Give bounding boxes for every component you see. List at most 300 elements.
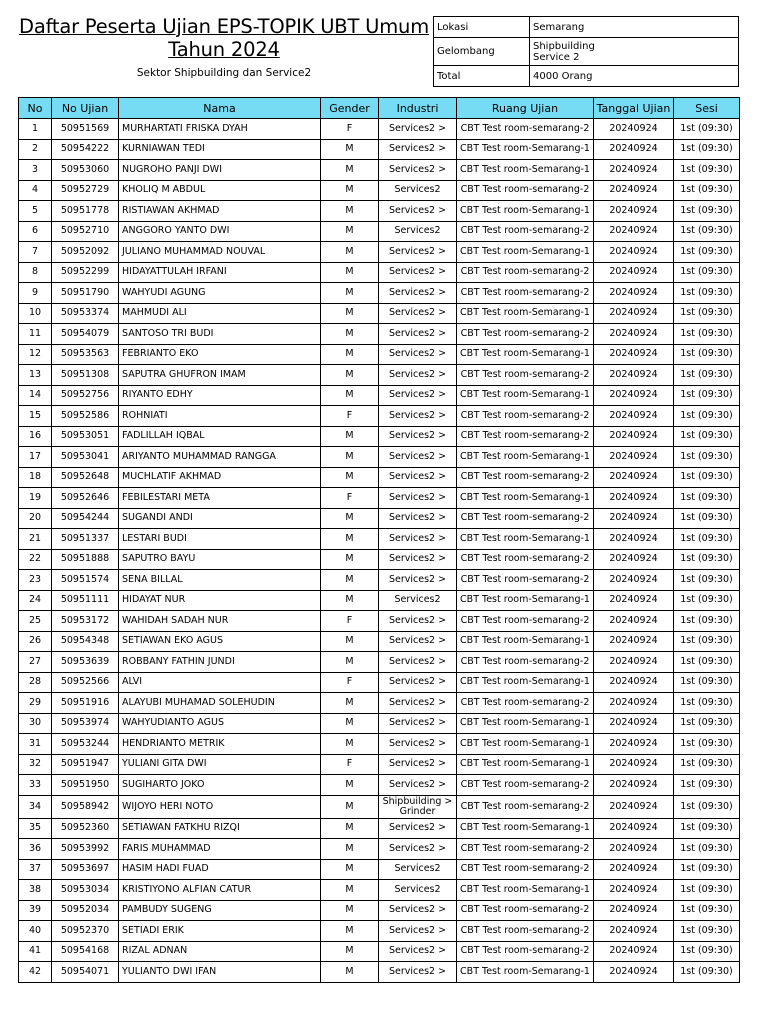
gender-cell: M [321, 549, 379, 570]
gender-cell: M [321, 324, 379, 345]
row-number-cell: 1 [19, 119, 52, 140]
gender-cell: M [321, 590, 379, 611]
session-cell: 1st (09:30) [674, 324, 740, 345]
gender-cell: M [321, 652, 379, 673]
exam-date-cell: 20240924 [594, 713, 674, 734]
exam-room-cell: CBT Test room-Semarang-1 [457, 303, 594, 324]
session-cell: 1st (09:30) [674, 139, 740, 160]
gender-cell: M [321, 921, 379, 942]
table-row [19, 672, 740, 693]
table-row [19, 242, 740, 263]
row-number-cell: 23 [19, 570, 52, 591]
exam-room-cell: CBT Test room-Semarang-1 [457, 818, 594, 839]
session-cell: 1st (09:30) [674, 570, 740, 591]
exam-number-cell: 50953697 [52, 859, 119, 880]
row-number-cell: 10 [19, 303, 52, 324]
exam-room-cell: CBT Test room-semarang-2 [457, 570, 594, 591]
table-row [19, 859, 740, 880]
participant-name-cell: KRISTIYONO ALFIAN CATUR [119, 880, 321, 901]
industry-cell: Services2 > [379, 160, 457, 181]
session-cell: 1st (09:30) [674, 818, 740, 839]
exam-number-cell: 50952729 [52, 180, 119, 201]
gender-cell: M [321, 467, 379, 488]
participant-name-cell: RIYANTO EDHY [119, 385, 321, 406]
industry-cell: Services2 > [379, 139, 457, 160]
gender-cell: F [321, 488, 379, 509]
table-row [19, 693, 740, 714]
info-row [434, 66, 739, 87]
row-number-cell: 42 [19, 962, 52, 983]
title-block [18, 15, 430, 79]
industry-cell: Services2 > [379, 570, 457, 591]
exam-number-cell: 50951569 [52, 119, 119, 140]
exam-number-cell: 50951574 [52, 570, 119, 591]
industry-cell: Services2 [379, 880, 457, 901]
gender-cell: M [321, 839, 379, 860]
gender-cell: M [321, 426, 379, 447]
table-row [19, 529, 740, 550]
session-cell: 1st (09:30) [674, 962, 740, 983]
gender-cell: M [321, 262, 379, 283]
participant-name-cell: ANGGORO YANTO DWI [119, 221, 321, 242]
participant-name-cell: WAHYUDIANTO AGUS [119, 713, 321, 734]
table-row [19, 303, 740, 324]
participant-name-cell: SANTOSO TRI BUDI [119, 324, 321, 345]
exam-number-cell: 50951337 [52, 529, 119, 550]
industry-cell: Services2 > [379, 652, 457, 673]
col-gender-header: Gender [321, 98, 379, 119]
table-row [19, 262, 740, 283]
session-cell: 1st (09:30) [674, 941, 740, 962]
session-cell: 1st (09:30) [674, 611, 740, 632]
gender-cell: M [321, 180, 379, 201]
col-industri-header: Industri [379, 98, 457, 119]
row-number-cell: 4 [19, 180, 52, 201]
document-subtitle: Sektor Shipbuilding dan Service2 [136, 67, 312, 79]
session-cell: 1st (09:30) [674, 880, 740, 901]
industry-cell: Services2 > [379, 508, 457, 529]
info-value: 4000 Orang [530, 66, 739, 87]
session-cell: 1st (09:30) [674, 900, 740, 921]
row-number-cell: 38 [19, 880, 52, 901]
exam-date-cell: 20240924 [594, 467, 674, 488]
session-cell: 1st (09:30) [674, 303, 740, 324]
exam-room-cell: CBT Test room-Semarang-1 [457, 590, 594, 611]
industry-cell: Services2 > [379, 447, 457, 468]
col-no-ujian-header: No Ujian [52, 98, 119, 119]
participant-name-cell: SETIAWAN EKO AGUS [119, 631, 321, 652]
info-table [433, 16, 739, 87]
exam-room-cell: CBT Test room-Semarang-1 [457, 488, 594, 509]
participant-name-cell: JULIANO MUHAMMAD NOUVAL [119, 242, 321, 263]
gender-cell: F [321, 754, 379, 775]
exam-date-cell: 20240924 [594, 180, 674, 201]
gender-cell: M [321, 900, 379, 921]
participant-name-cell: FEBILESTARI META [119, 488, 321, 509]
industry-cell: Services2 > [379, 467, 457, 488]
industry-cell: Services2 > [379, 529, 457, 550]
participant-name-cell: YULIANTO DWI IFAN [119, 962, 321, 983]
gender-cell: M [321, 283, 379, 304]
row-number-cell: 33 [19, 775, 52, 796]
exam-date-cell: 20240924 [594, 119, 674, 140]
exam-date-cell: 20240924 [594, 754, 674, 775]
gender-cell: F [321, 672, 379, 693]
exam-date-cell: 20240924 [594, 303, 674, 324]
session-cell: 1st (09:30) [674, 406, 740, 427]
table-row [19, 508, 740, 529]
exam-room-cell: CBT Test room-Semarang-1 [457, 385, 594, 406]
row-number-cell: 3 [19, 160, 52, 181]
exam-date-cell: 20240924 [594, 344, 674, 365]
participant-name-cell: WAHYUDI AGUNG [119, 283, 321, 304]
exam-number-cell: 50953051 [52, 426, 119, 447]
exam-number-cell: 50954222 [52, 139, 119, 160]
session-cell: 1st (09:30) [674, 754, 740, 775]
industry-cell: Services2 > [379, 344, 457, 365]
exam-number-cell: 50958942 [52, 795, 119, 818]
exam-date-cell: 20240924 [594, 426, 674, 447]
participant-name-cell: SAPUTRA GHUFRON IMAM [119, 365, 321, 386]
session-cell: 1st (09:30) [674, 365, 740, 386]
exam-number-cell: 50953563 [52, 344, 119, 365]
gender-cell: M [321, 221, 379, 242]
row-number-cell: 11 [19, 324, 52, 345]
row-number-cell: 12 [19, 344, 52, 365]
industry-cell: Services2 > [379, 365, 457, 386]
exam-room-cell: CBT Test room-semarang-2 [457, 549, 594, 570]
exam-date-cell: 20240924 [594, 652, 674, 673]
exam-date-cell: 20240924 [594, 962, 674, 983]
session-cell: 1st (09:30) [674, 549, 740, 570]
participant-name-cell: HIDAYAT NUR [119, 590, 321, 611]
session-cell: 1st (09:30) [674, 221, 740, 242]
exam-date-cell: 20240924 [594, 859, 674, 880]
exam-room-cell: CBT Test room-semarang-2 [457, 508, 594, 529]
exam-room-cell: CBT Test room-semarang-2 [457, 775, 594, 796]
exam-date-cell: 20240924 [594, 734, 674, 755]
industry-cell: Services2 > [379, 693, 457, 714]
exam-date-cell: 20240924 [594, 775, 674, 796]
row-number-cell: 31 [19, 734, 52, 755]
exam-number-cell: 50952092 [52, 242, 119, 263]
participant-name-cell: HENDRIANTO METRIK [119, 734, 321, 755]
gender-cell: M [321, 508, 379, 529]
session-cell: 1st (09:30) [674, 201, 740, 222]
col-ruang-ujian-header: Ruang Ujian [457, 98, 594, 119]
title-line-1: Daftar Peserta Ujian EPS-TOPIK UBT Umum [19, 15, 429, 38]
exam-date-cell: 20240924 [594, 406, 674, 427]
participant-name-cell: SUGIHARTO JOKO [119, 775, 321, 796]
exam-number-cell: 50954168 [52, 941, 119, 962]
session-cell: 1st (09:30) [674, 529, 740, 550]
exam-room-cell: CBT Test room-Semarang-1 [457, 734, 594, 755]
industry-cell: Services2 > [379, 262, 457, 283]
session-cell: 1st (09:30) [674, 631, 740, 652]
row-number-cell: 14 [19, 385, 52, 406]
col-no-header: No [19, 98, 52, 119]
info-label: Gelombang [434, 38, 530, 66]
session-cell: 1st (09:30) [674, 242, 740, 263]
exam-number-cell: 50953172 [52, 611, 119, 632]
info-label: Lokasi [434, 17, 530, 38]
row-number-cell: 19 [19, 488, 52, 509]
info-value: Semarang [530, 17, 739, 38]
gender-cell: M [321, 795, 379, 818]
exam-room-cell: CBT Test room-semarang-2 [457, 283, 594, 304]
exam-room-cell: CBT Test room-semarang-2 [457, 180, 594, 201]
title-line-2: Tahun 2024 [168, 38, 280, 61]
session-cell: 1st (09:30) [674, 488, 740, 509]
session-cell: 1st (09:30) [674, 672, 740, 693]
table-row [19, 180, 740, 201]
participant-name-cell: MUCHLATIF AKHMAD [119, 467, 321, 488]
exam-date-cell: 20240924 [594, 900, 674, 921]
gender-cell: M [321, 880, 379, 901]
exam-date-cell: 20240924 [594, 262, 674, 283]
table-row [19, 818, 740, 839]
participant-name-cell: FADLILLAH IQBAL [119, 426, 321, 447]
exam-room-cell: CBT Test room-semarang-2 [457, 426, 594, 447]
row-number-cell: 7 [19, 242, 52, 263]
participant-name-cell: ROBBANY FATHIN JUNDI [119, 652, 321, 673]
exam-date-cell: 20240924 [594, 941, 674, 962]
row-number-cell: 32 [19, 754, 52, 775]
exam-room-cell: CBT Test room-semarang-2 [457, 119, 594, 140]
table-row [19, 775, 740, 796]
exam-number-cell: 50952370 [52, 921, 119, 942]
participant-name-cell: KURNIAWAN TEDI [119, 139, 321, 160]
row-number-cell: 6 [19, 221, 52, 242]
exam-number-cell: 50954348 [52, 631, 119, 652]
gender-cell: M [321, 734, 379, 755]
table-row [19, 139, 740, 160]
industry-cell: Services2 > [379, 962, 457, 983]
participant-name-cell: HASIM HADI FUAD [119, 859, 321, 880]
industry-cell: Services2 > [379, 611, 457, 632]
exam-room-cell: CBT Test room-semarang-2 [457, 652, 594, 673]
exam-date-cell: 20240924 [594, 529, 674, 550]
exam-date-cell: 20240924 [594, 818, 674, 839]
exam-room-cell: CBT Test room-Semarang-1 [457, 242, 594, 263]
exam-number-cell: 50952299 [52, 262, 119, 283]
exam-date-cell: 20240924 [594, 242, 674, 263]
exam-date-cell: 20240924 [594, 672, 674, 693]
gender-cell: M [321, 713, 379, 734]
exam-room-cell: CBT Test room-Semarang-1 [457, 139, 594, 160]
gender-cell: M [321, 447, 379, 468]
exam-room-cell: CBT Test room-semarang-2 [457, 324, 594, 345]
table-row [19, 385, 740, 406]
session-cell: 1st (09:30) [674, 775, 740, 796]
exam-number-cell: 50952756 [52, 385, 119, 406]
row-number-cell: 13 [19, 365, 52, 386]
participant-name-cell: LESTARI BUDI [119, 529, 321, 550]
row-number-cell: 39 [19, 900, 52, 921]
row-number-cell: 37 [19, 859, 52, 880]
industry-cell: Services2 > [379, 921, 457, 942]
table-header-row [19, 98, 740, 119]
gender-cell: M [321, 818, 379, 839]
session-cell: 1st (09:30) [674, 160, 740, 181]
participant-name-cell: FEBRIANTO EKO [119, 344, 321, 365]
gender-cell: F [321, 611, 379, 632]
exam-room-cell: CBT Test room-semarang-2 [457, 859, 594, 880]
session-cell: 1st (09:30) [674, 262, 740, 283]
participant-name-cell: WAHIDAH SADAH NUR [119, 611, 321, 632]
exam-number-cell: 50952710 [52, 221, 119, 242]
row-number-cell: 25 [19, 611, 52, 632]
row-number-cell: 34 [19, 795, 52, 818]
exam-room-cell: CBT Test room-semarang-2 [457, 611, 594, 632]
table-row [19, 406, 740, 427]
exam-room-cell: CBT Test room-Semarang-1 [457, 529, 594, 550]
exam-number-cell: 50951778 [52, 201, 119, 222]
exam-number-cell: 50953041 [52, 447, 119, 468]
participant-name-cell: FARIS MUHAMMAD [119, 839, 321, 860]
gender-cell: M [321, 303, 379, 324]
exam-room-cell: CBT Test room-semarang-2 [457, 900, 594, 921]
exam-date-cell: 20240924 [594, 201, 674, 222]
session-cell: 1st (09:30) [674, 467, 740, 488]
exam-room-cell: CBT Test room-semarang-2 [457, 839, 594, 860]
gender-cell: M [321, 859, 379, 880]
exam-date-cell: 20240924 [594, 611, 674, 632]
exam-number-cell: 50952360 [52, 818, 119, 839]
row-number-cell: 15 [19, 406, 52, 427]
industry-cell: Services2 > [379, 713, 457, 734]
exam-date-cell: 20240924 [594, 160, 674, 181]
industry-cell: Shipbuilding > Grinder [379, 795, 457, 818]
exam-room-cell: CBT Test room-semarang-2 [457, 365, 594, 386]
participant-name-cell: RIZAL ADNAN [119, 941, 321, 962]
session-cell: 1st (09:30) [674, 839, 740, 860]
session-cell: 1st (09:30) [674, 652, 740, 673]
gender-cell: M [321, 962, 379, 983]
exam-room-cell: CBT Test room-Semarang-1 [457, 672, 594, 693]
row-number-cell: 18 [19, 467, 52, 488]
industry-cell: Services2 [379, 180, 457, 201]
row-number-cell: 24 [19, 590, 52, 611]
exam-number-cell: 50951308 [52, 365, 119, 386]
gender-cell: M [321, 242, 379, 263]
exam-date-cell: 20240924 [594, 365, 674, 386]
exam-number-cell: 50954244 [52, 508, 119, 529]
industry-cell: Services2 [379, 221, 457, 242]
table-row [19, 611, 740, 632]
row-number-cell: 30 [19, 713, 52, 734]
table-row [19, 426, 740, 447]
table-row [19, 119, 740, 140]
row-number-cell: 22 [19, 549, 52, 570]
exam-date-cell: 20240924 [594, 508, 674, 529]
exam-date-cell: 20240924 [594, 795, 674, 818]
exam-number-cell: 50953639 [52, 652, 119, 673]
exam-number-cell: 50952648 [52, 467, 119, 488]
participant-name-cell: PAMBUDY SUGENG [119, 900, 321, 921]
exam-room-cell: CBT Test room-semarang-2 [457, 467, 594, 488]
session-cell: 1st (09:30) [674, 921, 740, 942]
gender-cell: M [321, 344, 379, 365]
exam-date-cell: 20240924 [594, 921, 674, 942]
col-sesi-header: Sesi [674, 98, 740, 119]
row-number-cell: 16 [19, 426, 52, 447]
exam-number-cell: 50953034 [52, 880, 119, 901]
exam-date-cell: 20240924 [594, 570, 674, 591]
info-row [434, 17, 739, 38]
row-number-cell: 26 [19, 631, 52, 652]
exam-date-cell: 20240924 [594, 488, 674, 509]
row-number-cell: 20 [19, 508, 52, 529]
participant-name-cell: SETIADI ERIK [119, 921, 321, 942]
industry-cell: Services2 > [379, 283, 457, 304]
gender-cell: M [321, 365, 379, 386]
exam-number-cell: 50952586 [52, 406, 119, 427]
exam-room-cell: CBT Test room-Semarang-1 [457, 754, 594, 775]
exam-room-cell: CBT Test room-Semarang-1 [457, 160, 594, 181]
row-number-cell: 5 [19, 201, 52, 222]
table-row [19, 713, 740, 734]
table-row [19, 201, 740, 222]
industry-cell: Services2 > [379, 775, 457, 796]
session-cell: 1st (09:30) [674, 713, 740, 734]
table-row [19, 488, 740, 509]
session-cell: 1st (09:30) [674, 344, 740, 365]
participant-name-cell: ROHNIATI [119, 406, 321, 427]
exam-number-cell: 50951888 [52, 549, 119, 570]
exam-date-cell: 20240924 [594, 447, 674, 468]
exam-number-cell: 50954071 [52, 962, 119, 983]
industry-cell: Services2 > [379, 900, 457, 921]
session-cell: 1st (09:30) [674, 859, 740, 880]
exam-number-cell: 50953992 [52, 839, 119, 860]
table-row [19, 467, 740, 488]
exam-date-cell: 20240924 [594, 631, 674, 652]
session-cell: 1st (09:30) [674, 795, 740, 818]
table-row [19, 962, 740, 983]
col-nama-header: Nama [119, 98, 321, 119]
gender-cell: M [321, 775, 379, 796]
row-number-cell: 17 [19, 447, 52, 468]
gender-cell: M [321, 385, 379, 406]
exam-date-cell: 20240924 [594, 385, 674, 406]
session-cell: 1st (09:30) [674, 734, 740, 755]
participant-name-cell: RISTIAWAN AKHMAD [119, 201, 321, 222]
gender-cell: M [321, 631, 379, 652]
exam-date-cell: 20240924 [594, 221, 674, 242]
table-row [19, 221, 740, 242]
exam-room-cell: CBT Test room-semarang-2 [457, 795, 594, 818]
document-title [18, 15, 430, 61]
industry-cell: Services2 > [379, 303, 457, 324]
row-number-cell: 35 [19, 818, 52, 839]
participant-name-cell: ARIYANTO MUHAMMAD RANGGA [119, 447, 321, 468]
exam-date-cell: 20240924 [594, 839, 674, 860]
exam-number-cell: 50951947 [52, 754, 119, 775]
gender-cell: M [321, 139, 379, 160]
table-row [19, 549, 740, 570]
info-row [434, 38, 739, 66]
exam-date-cell: 20240924 [594, 693, 674, 714]
exam-number-cell: 50953244 [52, 734, 119, 755]
table-row [19, 365, 740, 386]
participants-table [18, 97, 740, 983]
exam-number-cell: 50951790 [52, 283, 119, 304]
session-cell: 1st (09:30) [674, 590, 740, 611]
table-row [19, 160, 740, 181]
exam-number-cell: 50954079 [52, 324, 119, 345]
exam-room-cell: CBT Test room-semarang-2 [457, 941, 594, 962]
